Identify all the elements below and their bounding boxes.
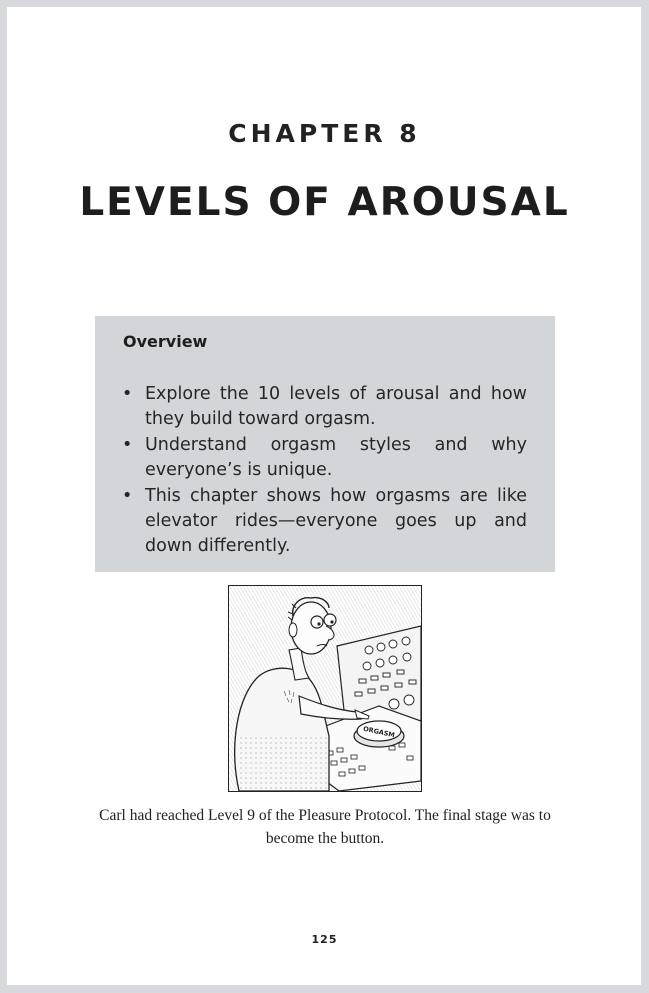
overview-heading: Overview xyxy=(123,332,208,351)
list-item xyxy=(119,433,527,483)
list-item-text: Understand orgasm styles and why everyone’s is unique. xyxy=(145,435,527,480)
chapter-label: CHAPTER 8 xyxy=(228,119,421,148)
cartoon-caption: Carl had reached Level 9 of the Pleasure Protocol. The final stage was to become the button. xyxy=(99,807,551,847)
bullet-icon: • xyxy=(122,486,133,506)
list-item-text: This chapter shows how orgasms are like elevator rides—everyone goes up and down differently. xyxy=(145,486,527,556)
bullet-icon: • xyxy=(122,435,133,455)
page-number: 125 xyxy=(311,933,338,946)
chapter-title: LEVELS OF AROUSAL xyxy=(79,180,570,225)
cartoon-illustration xyxy=(228,585,422,792)
list-item-text: Explore the 10 levels of arousal and how they build toward orgasm. xyxy=(145,384,527,429)
list-item xyxy=(119,484,527,559)
bullet-icon: • xyxy=(122,384,133,404)
overview-list xyxy=(119,382,527,560)
overview-box xyxy=(95,316,555,572)
list-item xyxy=(119,382,527,432)
button-label: ORGASM xyxy=(362,724,396,740)
